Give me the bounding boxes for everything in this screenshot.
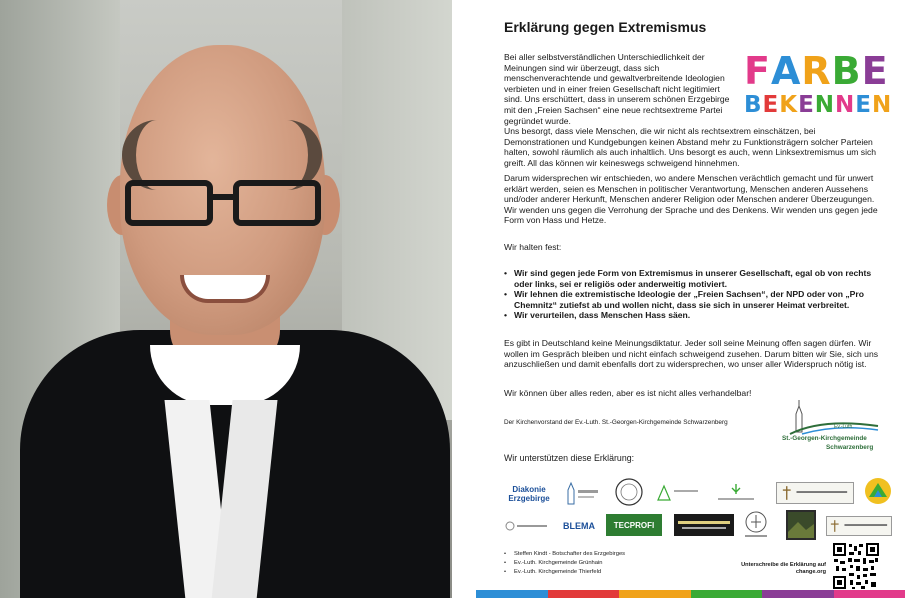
list-item: • Ev.-Luth. Kirchgemeinde Grünhain [504, 559, 625, 568]
seal-icon [614, 477, 644, 507]
logo-letter: R [801, 49, 832, 93]
landscape-photo-icon [786, 510, 816, 540]
ballet-logo [740, 510, 772, 540]
change-org-note: Unterschreibe die Erklärung auf change.org [741, 562, 826, 575]
supporters-heading: Wir unterstützen diese Erklärung: [504, 453, 635, 463]
photo-logo [786, 510, 816, 540]
glasses-bridge [211, 194, 235, 200]
color-stripe-segment [762, 590, 834, 598]
color-stripe-segment [691, 590, 763, 598]
logo-letter: B [831, 49, 862, 93]
cross-banner-icon [827, 516, 891, 536]
paragraph-intro-narrow: Bei aller selbstverständlichen Unterschiedlichkeit der Meinungen sind wir überzeugt, dass sich menschenverachtende und gewaltverbreitende Ideologien verbieten und in einer freien Gesellschaft nicht legitimiert sind. Uns erschüttert, dass in unserem schönen Erzgebirge mit den „Freien Sachsen“ eine neue rechtsextreme Partei gegründet wurde. [504, 52, 730, 126]
blema-logo [554, 516, 604, 536]
list-item: • Wir sind gegen jede Form von Extremismus in unserer Gesellschaft, egal ob von rechts oder links, sei er religiös oder anderweitig motiviert. [504, 268, 880, 289]
green-cross-icon [654, 480, 702, 506]
diakonie-logo-line1: Diakonie [512, 485, 546, 494]
tecprofi-logo [606, 514, 662, 536]
diakonie-logo-line2: Erzgebirge [508, 494, 550, 503]
logo-letter: E [861, 49, 889, 93]
church-name-line2: St.-Georgen-Kirchgemeinde [782, 435, 867, 442]
glasses-lens-right [233, 180, 321, 226]
tecprofi-logo-text: TECPROFI [613, 520, 655, 530]
document-title: Erklärung gegen Extremismus [504, 19, 707, 35]
glasses [125, 180, 325, 230]
church-logo [782, 398, 882, 456]
dark-banner-logo [674, 514, 734, 536]
church-name-line3: Schwarzenberg [826, 444, 874, 451]
round-seal-logo [614, 476, 644, 508]
smile [180, 275, 270, 303]
logo-letter: E [798, 92, 815, 118]
logo-letter: A [770, 49, 802, 93]
key-points-list [504, 268, 880, 321]
kirchgemeinde-bittersgruen-logo [776, 482, 854, 504]
qr-code-graphic [832, 542, 880, 590]
paragraph-meinungsfreiheit: Es gibt in Deutschland keine Meinungsdiktatur. Jeder soll seine Meinung offen sagen dürfen. Wir wollen im Gespräch bleiben und nicht einfach schweigend zusehen. Darum bitten wir Sie, sich uns anzuschließen und damit ebenfalls dort zu widersprechen, wo unser aller Widerspruch nötig ist. [504, 338, 879, 370]
kirchgemeinde-rittersgruen-logo [826, 516, 892, 536]
green-church-logo [654, 480, 702, 506]
church-name-line1: Ev.-Luth. [834, 424, 854, 430]
list-item: • Ev.-Luth. Kirchgemeinde Thierfeld [504, 568, 625, 577]
cross-banner-icon [777, 482, 853, 504]
triangle-badge-icon [864, 477, 892, 505]
blema-logo-text: BLEMA [563, 521, 595, 531]
supporter-names-list [504, 550, 625, 578]
paragraph-wir-halten-fest: Wir halten fest: [504, 242, 562, 252]
plant-icon [712, 480, 760, 506]
color-stripe-footer [476, 590, 905, 598]
paragraph-closing: Wir können über alles reden, aber es ist nicht alles verhandelbar! [504, 388, 752, 398]
logo-letter: B [744, 92, 763, 118]
logo-letter: E [855, 92, 873, 118]
signature-line: Der Kirchenvorstand der Ev.-Luth. St.-Georgen-Kirchgemeinde Schwarzenberg [504, 419, 728, 426]
dark-banner-icon [674, 514, 734, 536]
small-text-logo-icon [504, 518, 550, 534]
logo-letter: E [762, 92, 780, 118]
logo-letter: K [779, 92, 799, 118]
church-steeple-icon [782, 398, 882, 438]
logo-letter: N [814, 92, 836, 118]
list-item: • Wir verurteilen, dass Menschen Hass säen. [504, 310, 880, 321]
logo-letter: F [744, 49, 771, 93]
paragraph-intro-wide: Uns besorgt, dass viele Menschen, die wir nicht als rechtsextrem einschätzen, bei Demonstrationen und Kundgebungen keinen Abstand mehr zu Funktionsträgern solcher Parteien halten, sowohl räumlich als auch inhaltlich. Uns besorgt es auch, wenn Linksextremismus um sich greift. All das können wir keineswegs schweigend hinnehmen. [504, 126, 877, 168]
pharmacy-logo [712, 480, 760, 506]
list-item: • Steffen Kindt - Botschafter des Erzgebirges [504, 550, 625, 559]
logo-letter: N [872, 92, 893, 118]
color-stripe-segment [476, 590, 548, 598]
kirchgemeinde-logo [562, 480, 602, 508]
paragraph-widerspruch: Darum widersprechen wir entschieden, wo andere Menschen verächtlich gemacht und für unwert erklärt werden, seien es Menschen in politischer Verantwortung, Menschen anderen Aussehens und/oder anderer Herkunft, Menschen anderer Religion oder Menschen anderer Überzeugungen. Wir wenden uns gegen die Verrohung der Sprache und des Denkens. Wir wenden uns gegen jede Form von Hass und Hetze. [504, 173, 878, 226]
paragraph-intro [504, 49, 880, 169]
dancer-icon [741, 510, 771, 540]
supporter-logos [504, 474, 884, 544]
logo-letter: N [835, 92, 856, 118]
color-stripe-segment [834, 590, 905, 598]
church-logo-icon [562, 480, 602, 508]
list-item: • Wir lehnen die extremistische Ideologie der „Freien Sachsen“, der NPD oder von „Pro Chemnitz“ zutiefst ab und wollen nicht, dass sie sich in unserer Heimat verbreitet. [504, 289, 880, 310]
color-stripe-segment [619, 590, 691, 598]
glasses-lens-left [125, 180, 213, 226]
diakonie-logo [504, 484, 554, 504]
qr-code-icon[interactable] [832, 542, 880, 590]
declaration-document [476, 0, 905, 598]
portrait-photo [0, 0, 452, 598]
schoenheide-logo [504, 518, 550, 534]
color-stripe-segment [548, 590, 620, 598]
colorful-triangle-logo [864, 476, 892, 506]
